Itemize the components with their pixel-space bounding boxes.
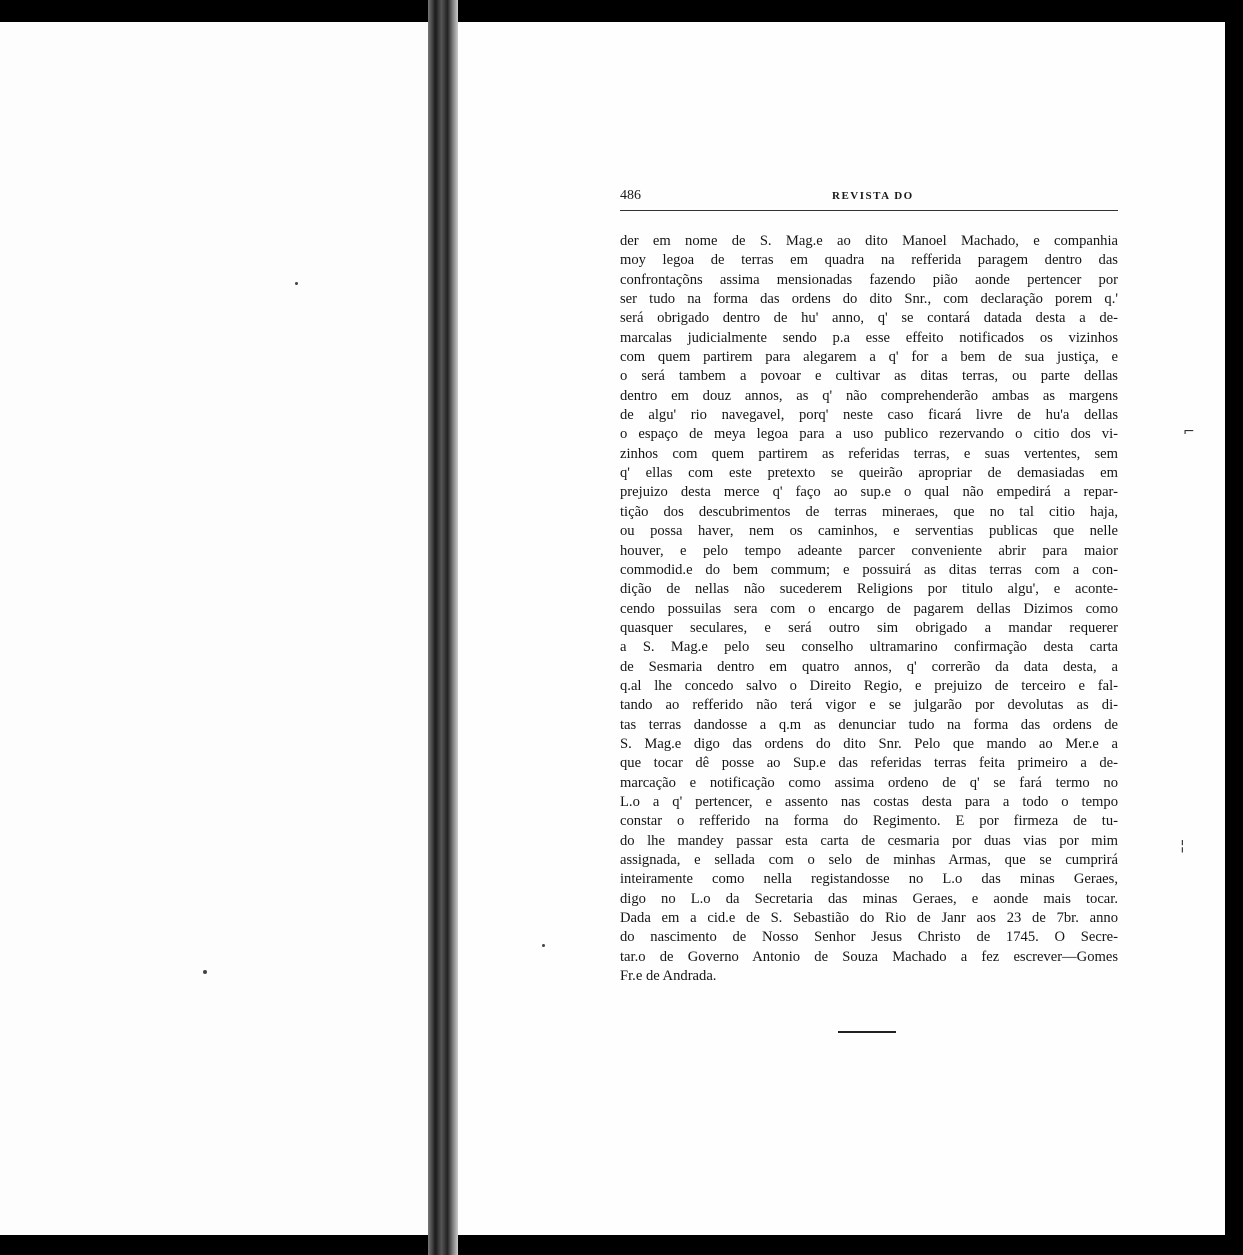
running-head: REVISTA DO xyxy=(832,190,914,202)
text-line: quasquer seculares, e será outro sim obrigado a mandar requerer xyxy=(620,619,1118,636)
text-line: tando ao refferido não terá vigor e se julgarão por devolutas as di- xyxy=(620,697,1118,714)
dust-speck xyxy=(295,282,298,285)
text-line: ser tudo na forma das ordens do dito Snr., com declaração porem q.' xyxy=(620,291,1118,308)
text-line: commodid.e do bem commum; e possuirá as ditas terras com a con- xyxy=(620,561,1118,578)
dust-speck xyxy=(542,944,545,947)
text-line: tar.o de Governo Antonio de Souza Machado a fez escrever—Gomes xyxy=(620,948,1118,965)
page-number: 486 xyxy=(620,188,641,203)
text-line: tição dos descubrimentos de terras mineraes, que no tal citio haja, xyxy=(620,503,1118,520)
text-line: marcação e notificação como assima ordeno de q' se fará termo no xyxy=(620,774,1118,791)
text-line: Fr.e de Andrada. xyxy=(620,968,717,985)
margin-mark: ⌐ xyxy=(1183,424,1195,440)
book-gutter xyxy=(428,0,458,1255)
text-line: o espaço de meya legoa para a uso publico rezervando o citio dos vi- xyxy=(620,426,1118,443)
dust-speck xyxy=(203,970,207,974)
left-blank-page xyxy=(0,22,428,1235)
text-line: de Sesmaria dentro em quatro annos, q' correrão da data desta, a xyxy=(620,658,1118,675)
margin-mark: ¦ xyxy=(1180,838,1185,854)
text-line: marcalas judicialmente sendo p.a esse effeito notificados os vizinhos xyxy=(620,329,1118,346)
scan-right-edge xyxy=(1225,0,1243,1255)
text-line: dentro em douz annos, as q' não comprehenderão ambas as margens xyxy=(620,387,1118,404)
text-line: cendo possuilas sera com o encargo de pagarem dellas Dizimos como xyxy=(620,600,1118,617)
text-line: dição de nellas não sucederem Religions por titulo algu', e aconte- xyxy=(620,581,1118,598)
text-line: a S. Mag.e pelo seu conselho ultramarino confirmação desta carta xyxy=(620,639,1118,656)
text-line: ou possa haver, nem os caminhos, e serventias publicas que nelle xyxy=(620,523,1118,540)
text-line: do nascimento de Nosso Senhor Jesus Christo de 1745. O Secre- xyxy=(620,929,1118,946)
text-line: houver, e pelo tempo adeante parcer conveniente abrir para maior xyxy=(620,542,1118,559)
end-rule xyxy=(838,1031,896,1033)
text-line: de algu' rio navegavel, porq' neste caso ficará livre de hu'a dellas xyxy=(620,407,1118,424)
text-line: assignada, e sellada com o selo de minhas Armas, que se cumprirá xyxy=(620,852,1118,868)
text-line: o será tambem a povoar e cultivar as ditas terras, ou parte dellas xyxy=(620,368,1118,385)
text-line: que tocar dê posse ao Sup.e das referidas terras feita primeiro a de- xyxy=(620,755,1118,772)
text-line: q.al lhe concedo salvo o Direito Regio, e prejuizo de terceiro e fal- xyxy=(620,677,1118,694)
body-text xyxy=(620,232,1118,986)
text-line: com quem partirem para alegarem a q' for a bem de sua justiça, e xyxy=(620,349,1118,366)
text-line: inteiramente como nella registandosse no L.o das minas Geraes, xyxy=(620,871,1118,888)
text-line: q' ellas com este pretexto se queirão apropriar de demasiadas em xyxy=(620,465,1118,482)
text-line: prejuizo desta merce q' faço ao sup.e o qual não empedirá a repar- xyxy=(620,484,1118,501)
text-line: confrontaçõns assima mensionadas fazendo pião aonde pertencer por xyxy=(620,271,1118,288)
text-line: tas terras dandosse a q.m as denunciar tudo na forma das ordens de xyxy=(620,716,1118,733)
page-header xyxy=(620,188,1118,211)
text-line: Dada em a cid.e de S. Sebastião do Rio de Janr aos 23 de 7br. anno xyxy=(620,910,1118,927)
text-line: der em nome de S. Mag.e ao dito Manoel Machado, e companhia xyxy=(620,233,1118,249)
text-line: do lhe mandey passar esta carta de cesmaria por duas vias por mim xyxy=(620,832,1118,849)
text-line: L.o a q' pertencer, e assento nas costas desta para a todo o tempo xyxy=(620,793,1118,810)
text-line: será obrigado dentro de hu' anno, q' se contará datada desta a de- xyxy=(620,310,1118,327)
text-line: digo no L.o da Secretaria das minas Geraes, e aonde mais tocar. xyxy=(620,890,1118,907)
text-line: zinhos com quem partirem as referidas terras, e suas vertentes, sem xyxy=(620,445,1118,462)
text-line: S. Mag.e digo das ordens do dito Snr. Pelo que mando ao Mer.e a xyxy=(620,735,1118,752)
text-line: constar o refferido na forma do Regimento. E por firmeza de tu- xyxy=(620,813,1118,830)
text-line: moy legoa de terras em quadra na refferida paragem dentro das xyxy=(620,252,1118,269)
